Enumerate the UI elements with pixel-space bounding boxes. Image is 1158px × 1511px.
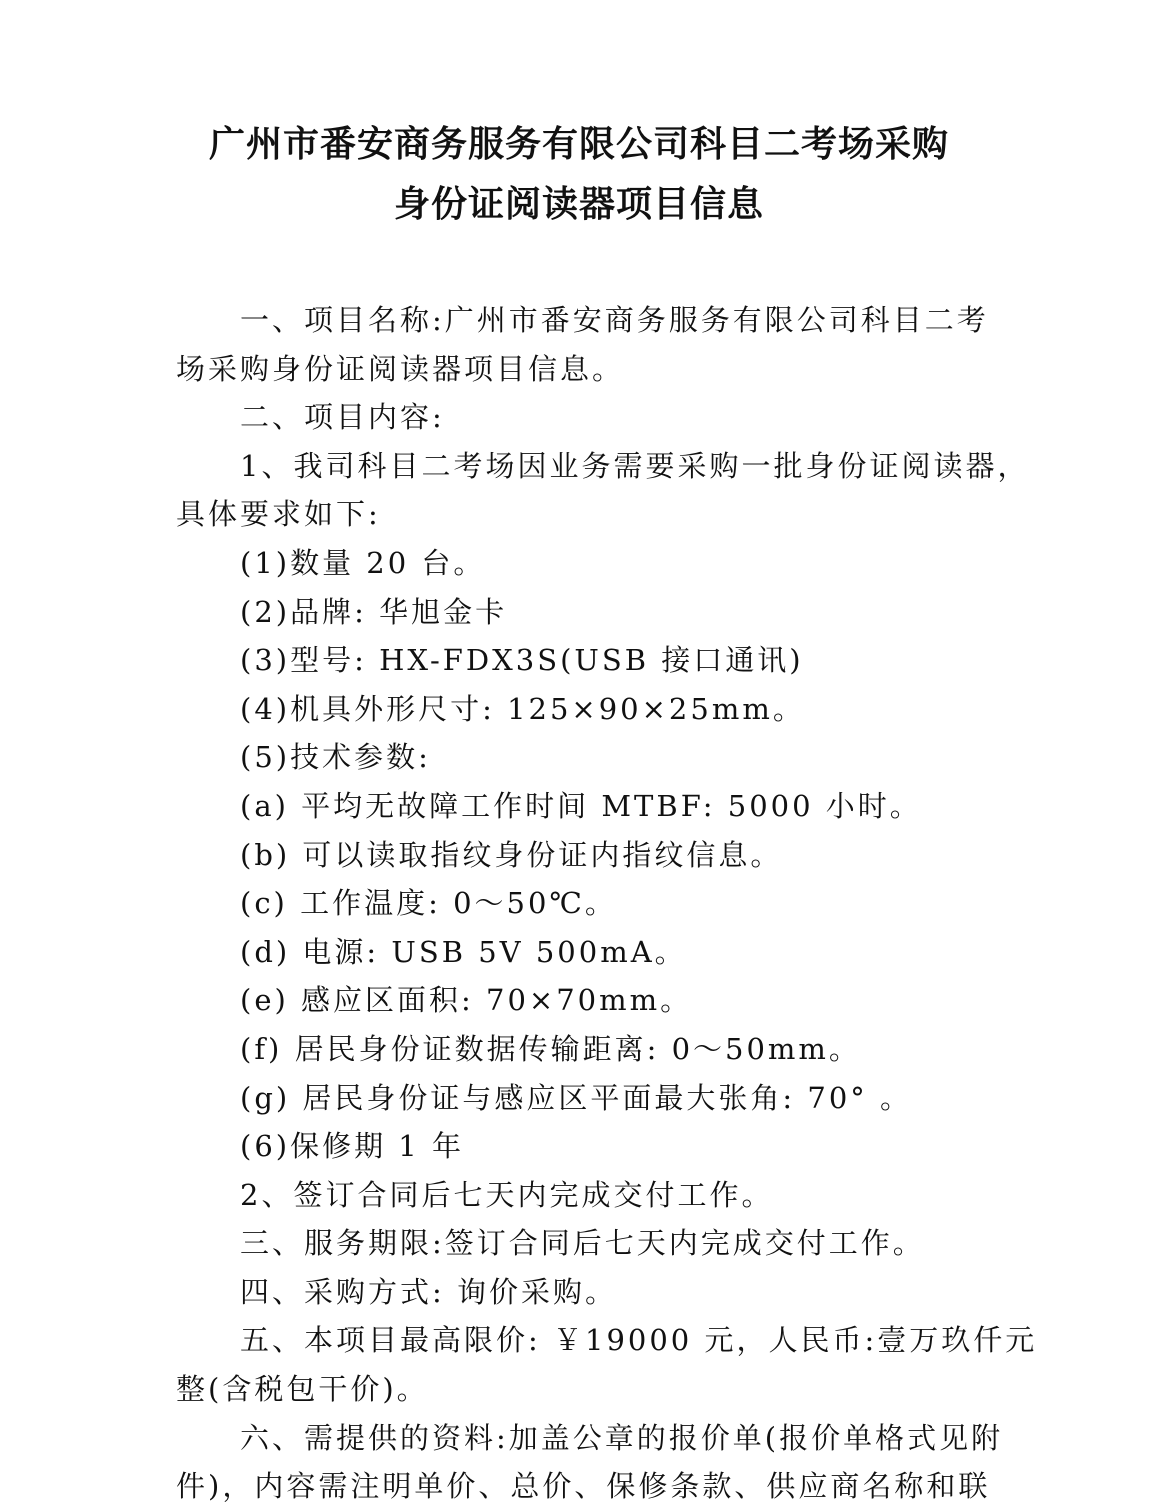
paragraph-line: (4)机具外形尺寸: 125×90×25mm。 [240,691,805,726]
paragraph-line: 具体要求如下: [176,497,381,532]
paragraph-line: (3)型号: HX-FDX3S(USB 接口通讯) [240,643,804,678]
paragraph-line: (f) 居民身份证数据传输距离: 0～50mm。 [240,1031,861,1066]
paragraph-line: (e) 感应区面积: 70×70mm。 [240,983,693,1018]
paragraph-line: (5)技术参数: [240,740,431,775]
paragraph-line: (a) 平均无故障工作时间 MTBF: 5000 小时。 [240,788,922,823]
paragraph-line: 场采购身份证阅读器项目信息。 [176,351,625,386]
document-body [176,296,1038,1511]
paragraph-line: (b) 可以读取指纹身份证内指纹信息。 [240,837,783,872]
paragraph-line: 三、服务期限:签订合同后七天内完成交付工作。 [240,1226,925,1261]
paragraph-line: (6)保修期 1 年 [240,1129,464,1164]
paragraph-line: (2)品牌: 华旭金卡 [240,594,508,629]
paragraph-line: (1)数量 20 台。 [240,545,486,580]
paragraph-line: 整(含税包干价)。 [176,1372,429,1407]
paragraph-line: 二、项目内容: [240,400,445,435]
paragraph-line: 件)，内容需注明单价、总价、保修条款、供应商名称和联 [176,1469,991,1504]
paragraph-line: 五、本项目最高限价: ￥19000 元，人民币:壹万玖仟元 [240,1323,1038,1358]
paragraph-line: 一、项目名称:广州市番安商务服务有限公司科目二考 [240,303,989,337]
paragraph-line: (d) 电源: USB 5V 500mA。 [240,934,687,969]
paragraph-line: 2、签订合同后七天内完成交付工作。 [240,1177,774,1212]
paragraph-line: (g) 居民身份证与感应区平面最大张角: 70° 。 [240,1080,913,1115]
document-title-line-2: 身份证阅读器项目信息 [393,184,764,225]
paragraph-line: (c) 工作温度: 0～50℃。 [240,886,617,921]
document-title-line-1: 广州市番安商务服务有限公司科目二考场采购 [208,124,949,165]
paragraph-line: 六、需提供的资料:加盖公章的报价单(报价单格式见附 [240,1420,1004,1455]
paragraph-line: 四、采购方式: 询价采购。 [240,1274,617,1309]
paragraph-line: 1、我司科目二考场因业务需要采购一批身份证阅读器， [240,448,1030,483]
